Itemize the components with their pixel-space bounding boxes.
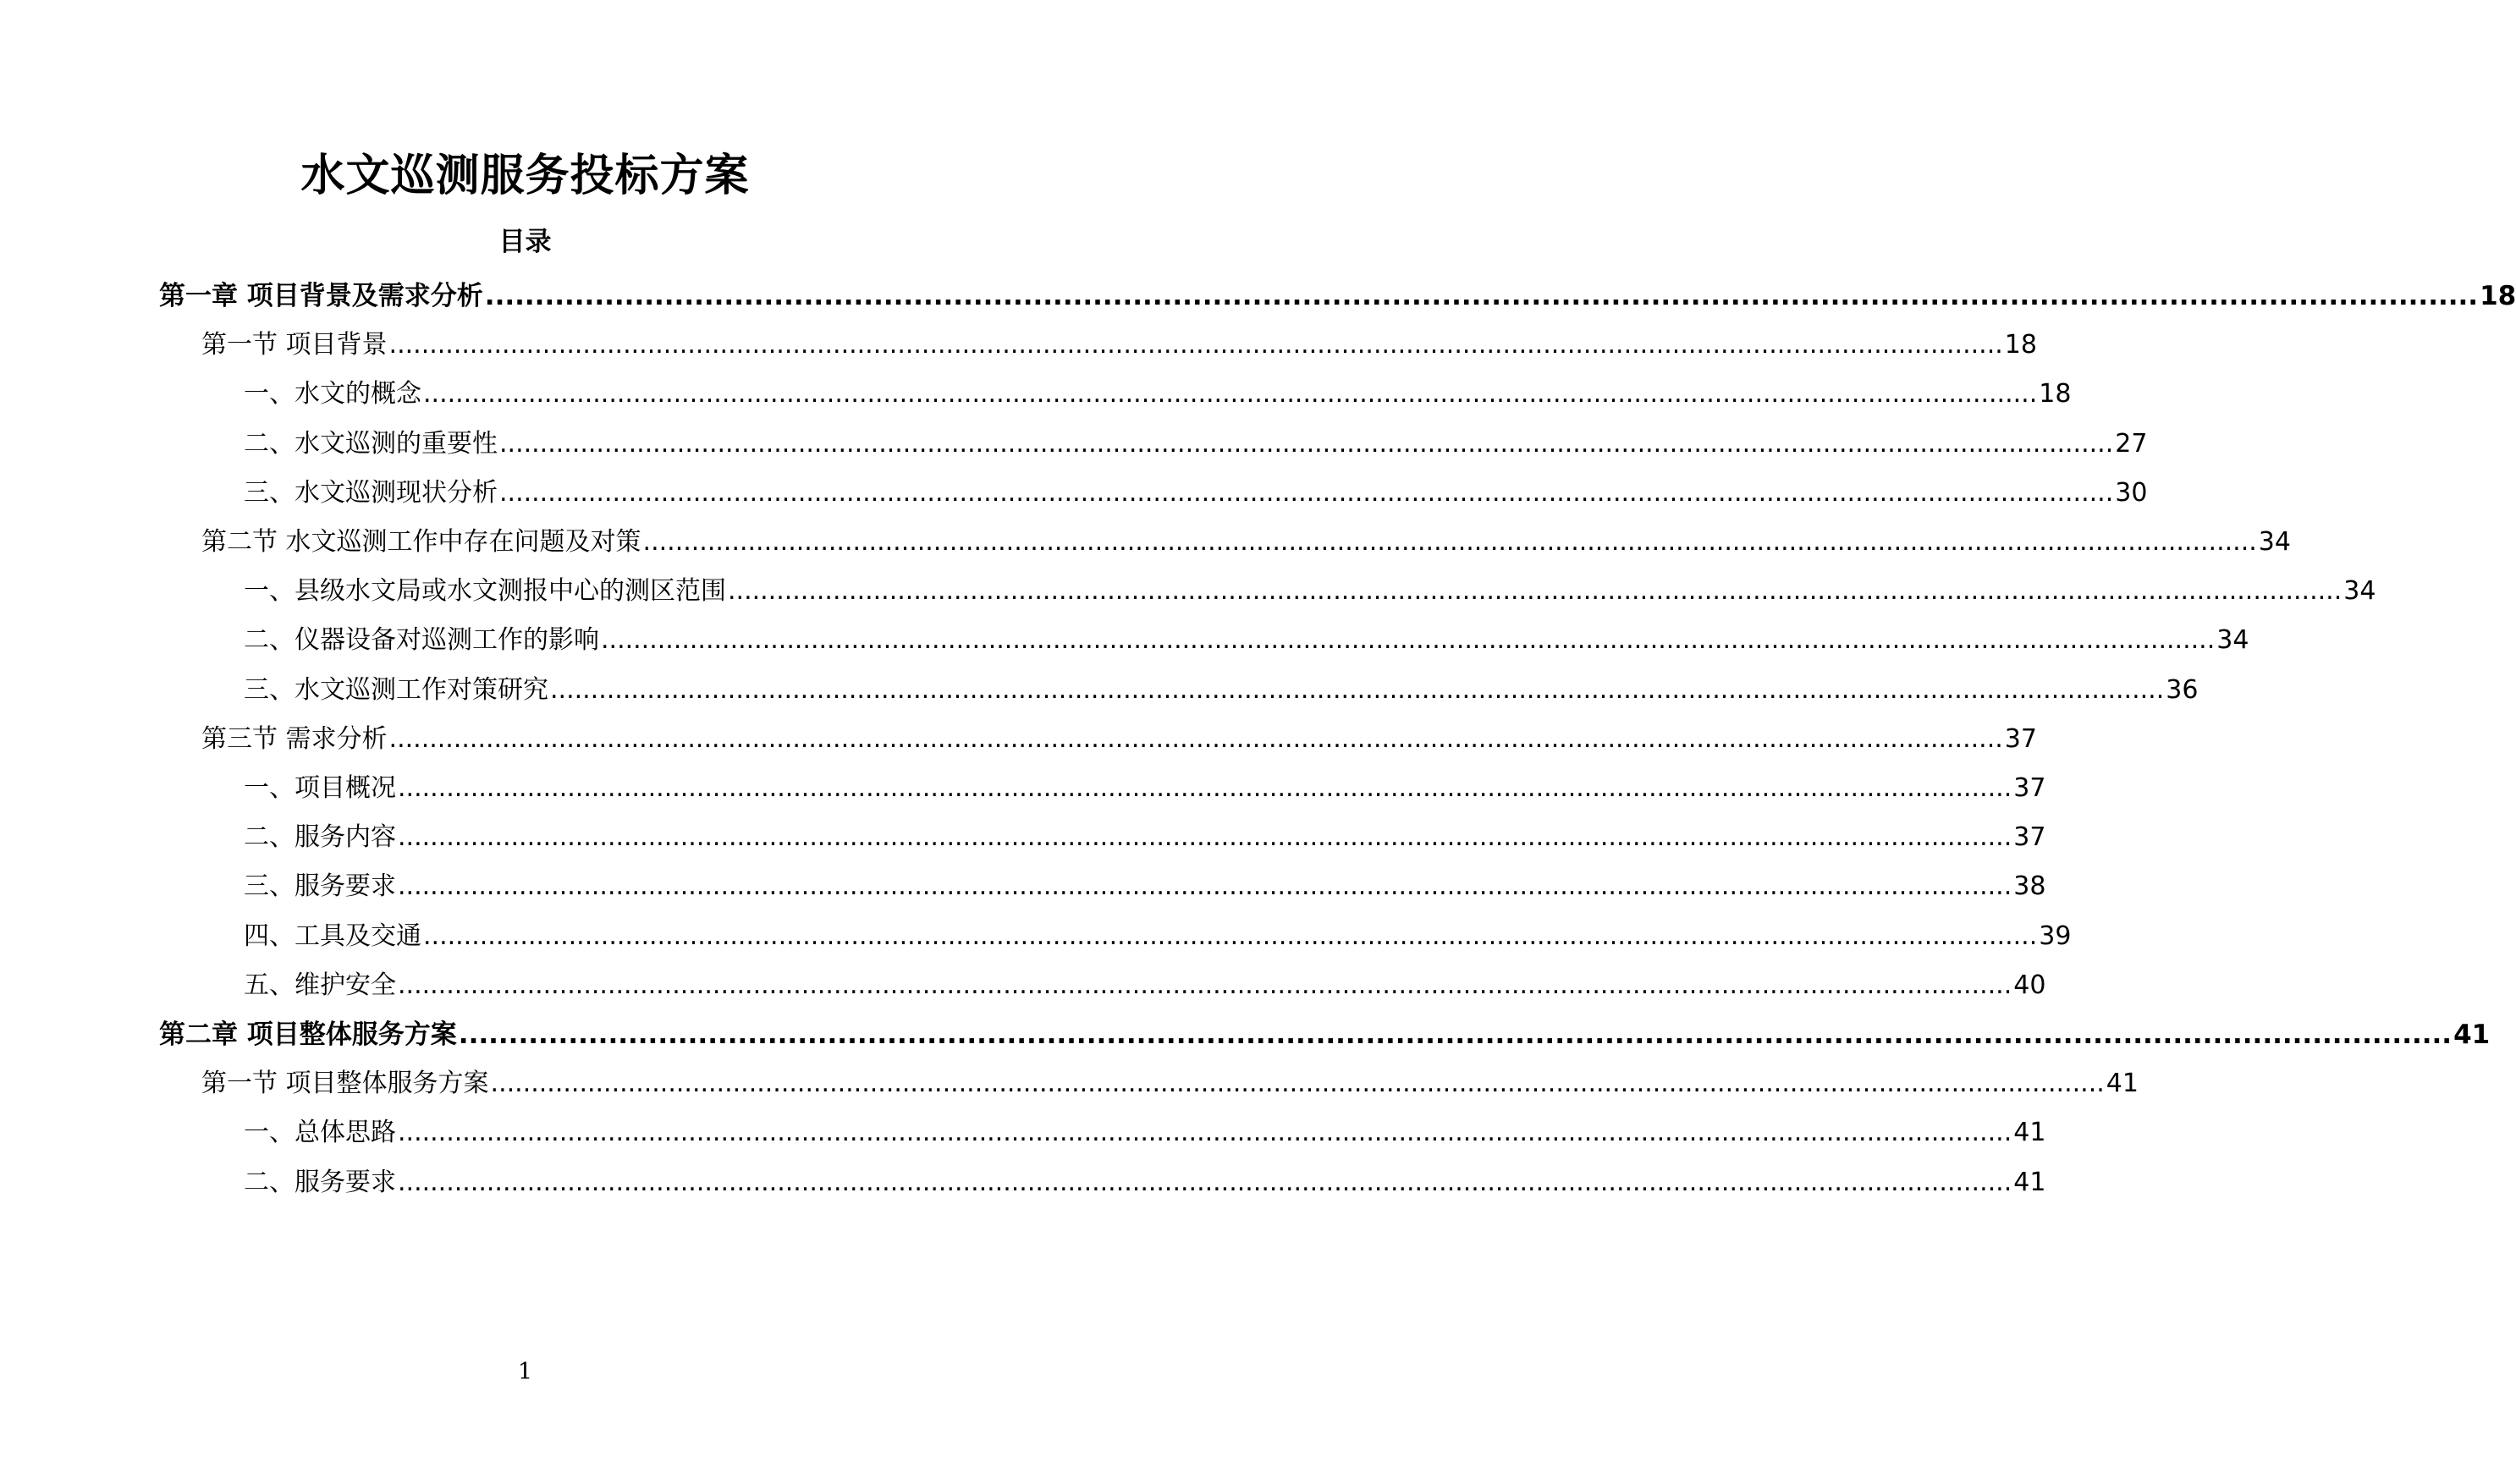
toc-entry-label: 二、服务内容 bbox=[244, 822, 396, 852]
toc-leader-dots: ........................................................................................................................................................................................................ bbox=[388, 724, 2003, 754]
toc-leader-dots: ........................................................................................................................................................................................................ bbox=[601, 625, 2216, 655]
toc-entry-page: 41 bbox=[2013, 1168, 2046, 1197]
toc-entry-level-2[interactable] bbox=[201, 325, 2037, 366]
toc-leader-dots: ........................................................................................................................................................................................................ bbox=[499, 429, 2114, 459]
toc-entry-page: 27 bbox=[2115, 429, 2148, 459]
toc-entry-level-3[interactable] bbox=[244, 571, 2376, 612]
toc-entry-label: 第一节 项目背景 bbox=[201, 330, 388, 360]
toc-entry-page: 39 bbox=[2039, 921, 2072, 951]
toc-entry-label: 一、水文的概念 bbox=[244, 379, 421, 409]
toc-entry-label: 四、工具及交通 bbox=[244, 921, 421, 951]
toc-entry-page: 37 bbox=[2004, 724, 2037, 754]
toc-entry-page: 34 bbox=[2258, 527, 2291, 557]
toc-entry-label: 一、总体思路 bbox=[244, 1118, 396, 1147]
toc-leader-dots: ........................................................................................................................................................................................................ bbox=[398, 773, 2012, 803]
toc-entry-label: 第一章 项目背景及需求分析 bbox=[159, 281, 483, 311]
toc-entry-level-3[interactable] bbox=[244, 866, 2046, 907]
toc-entry-page: 34 bbox=[2216, 625, 2249, 655]
toc-leader-dots: ........................................................................................................................................................................................................ bbox=[398, 822, 2012, 852]
toc-entry-label: 五、维护安全 bbox=[244, 970, 396, 1000]
toc-entry-page: 36 bbox=[2166, 675, 2199, 705]
toc-entry-label: 三、服务要求 bbox=[244, 871, 396, 901]
toc-entry-level-3[interactable] bbox=[244, 374, 2072, 415]
toc-entry-level-3[interactable] bbox=[244, 670, 2199, 711]
toc-entry-label: 二、仪器设备对巡测工作的影响 bbox=[244, 625, 599, 655]
toc-entry-page: 34 bbox=[2343, 576, 2376, 606]
toc-entry-page: 41 bbox=[2453, 1020, 2491, 1050]
toc-entry-label: 二、服务要求 bbox=[244, 1168, 396, 1197]
toc-entry-level-3[interactable] bbox=[244, 965, 2046, 1006]
toc-leader-dots: ........................................................................................................................................................................................................ bbox=[458, 1020, 2453, 1050]
toc-entry-page: 40 bbox=[2013, 970, 2046, 1000]
toc-entry-label: 第一节 项目整体服务方案 bbox=[201, 1069, 489, 1098]
toc-entry-page: 41 bbox=[2106, 1069, 2139, 1098]
toc-entry-level-3[interactable] bbox=[244, 424, 2148, 464]
toc-leader-dots: ........................................................................................................................................................................................................ bbox=[728, 576, 2343, 606]
toc-entry-page: 18 bbox=[2480, 281, 2516, 311]
toc-leader-dots: ........................................................................................................................................................................................................ bbox=[550, 675, 2165, 705]
toc-entry-label: 一、项目概况 bbox=[244, 773, 396, 803]
toc-entry-level-3[interactable] bbox=[244, 1162, 2046, 1203]
toc-leader-dots: ........................................................................................................................................................................................................ bbox=[398, 1118, 2012, 1147]
toc-entry-level-3[interactable] bbox=[244, 1113, 2046, 1153]
toc-entry-page: 41 bbox=[2013, 1118, 2046, 1147]
toc-entry-page: 38 bbox=[2013, 871, 2046, 901]
toc-entry-page: 18 bbox=[2039, 379, 2072, 409]
toc-entry-label: 二、水文巡测的重要性 bbox=[244, 429, 498, 459]
toc-entry-level-1[interactable] bbox=[159, 1014, 2491, 1055]
toc-leader-dots: ........................................................................................................................................................................................................ bbox=[423, 379, 2038, 409]
toc-heading: 目录 bbox=[498, 227, 552, 257]
document-title: 水文巡测服务投标方案 bbox=[300, 151, 750, 201]
toc-leader-dots: ........................................................................................................................................................................................................ bbox=[642, 527, 2257, 557]
toc-entry-label: 三、水文巡测现状分析 bbox=[244, 478, 498, 508]
toc-entry-label: 一、县级水文局或水文测报中心的测区范围 bbox=[244, 576, 726, 606]
toc-leader-dots: ........................................................................................................................................................................................................ bbox=[398, 871, 2012, 901]
toc-entry-page: 37 bbox=[2013, 822, 2046, 852]
toc-leader-dots: ........................................................................................................................................................................................................ bbox=[490, 1069, 2105, 1098]
toc-entry-level-2[interactable] bbox=[201, 1064, 2139, 1104]
toc-entry-level-2[interactable] bbox=[201, 522, 2291, 563]
toc-entry-level-1[interactable] bbox=[159, 276, 2516, 316]
toc-entry-level-3[interactable] bbox=[244, 473, 2148, 514]
page-number: 1 bbox=[517, 1359, 533, 1385]
toc-entry-label: 第二章 项目整体服务方案 bbox=[159, 1020, 457, 1050]
toc-leader-dots: ........................................................................................................................................................................................................ bbox=[398, 970, 2012, 1000]
toc-leader-dots: ........................................................................................................................................................................................................ bbox=[484, 281, 2479, 311]
toc-entry-label: 第三节 需求分析 bbox=[201, 724, 388, 754]
toc-leader-dots: ........................................................................................................................................................................................................ bbox=[499, 478, 2114, 508]
toc-entry-level-3[interactable] bbox=[244, 817, 2046, 858]
toc-leader-dots: ........................................................................................................................................................................................................ bbox=[398, 1168, 2012, 1197]
toc-entry-label: 三、水文巡测工作对策研究 bbox=[244, 675, 548, 705]
toc-entry-page: 30 bbox=[2115, 478, 2148, 508]
toc-entry-level-3[interactable] bbox=[244, 916, 2072, 957]
toc-entry-page: 37 bbox=[2013, 773, 2046, 803]
toc-leader-dots: ........................................................................................................................................................................................................ bbox=[388, 330, 2003, 360]
toc-entry-level-2[interactable] bbox=[201, 719, 2037, 760]
toc-leader-dots: ........................................................................................................................................................................................................ bbox=[423, 921, 2038, 951]
toc-entry-level-3[interactable] bbox=[244, 768, 2046, 809]
toc-entry-level-3[interactable] bbox=[244, 620, 2249, 661]
toc-entry-label: 第二节 水文巡测工作中存在问题及对策 bbox=[201, 527, 641, 557]
toc-entry-page: 18 bbox=[2004, 330, 2037, 360]
